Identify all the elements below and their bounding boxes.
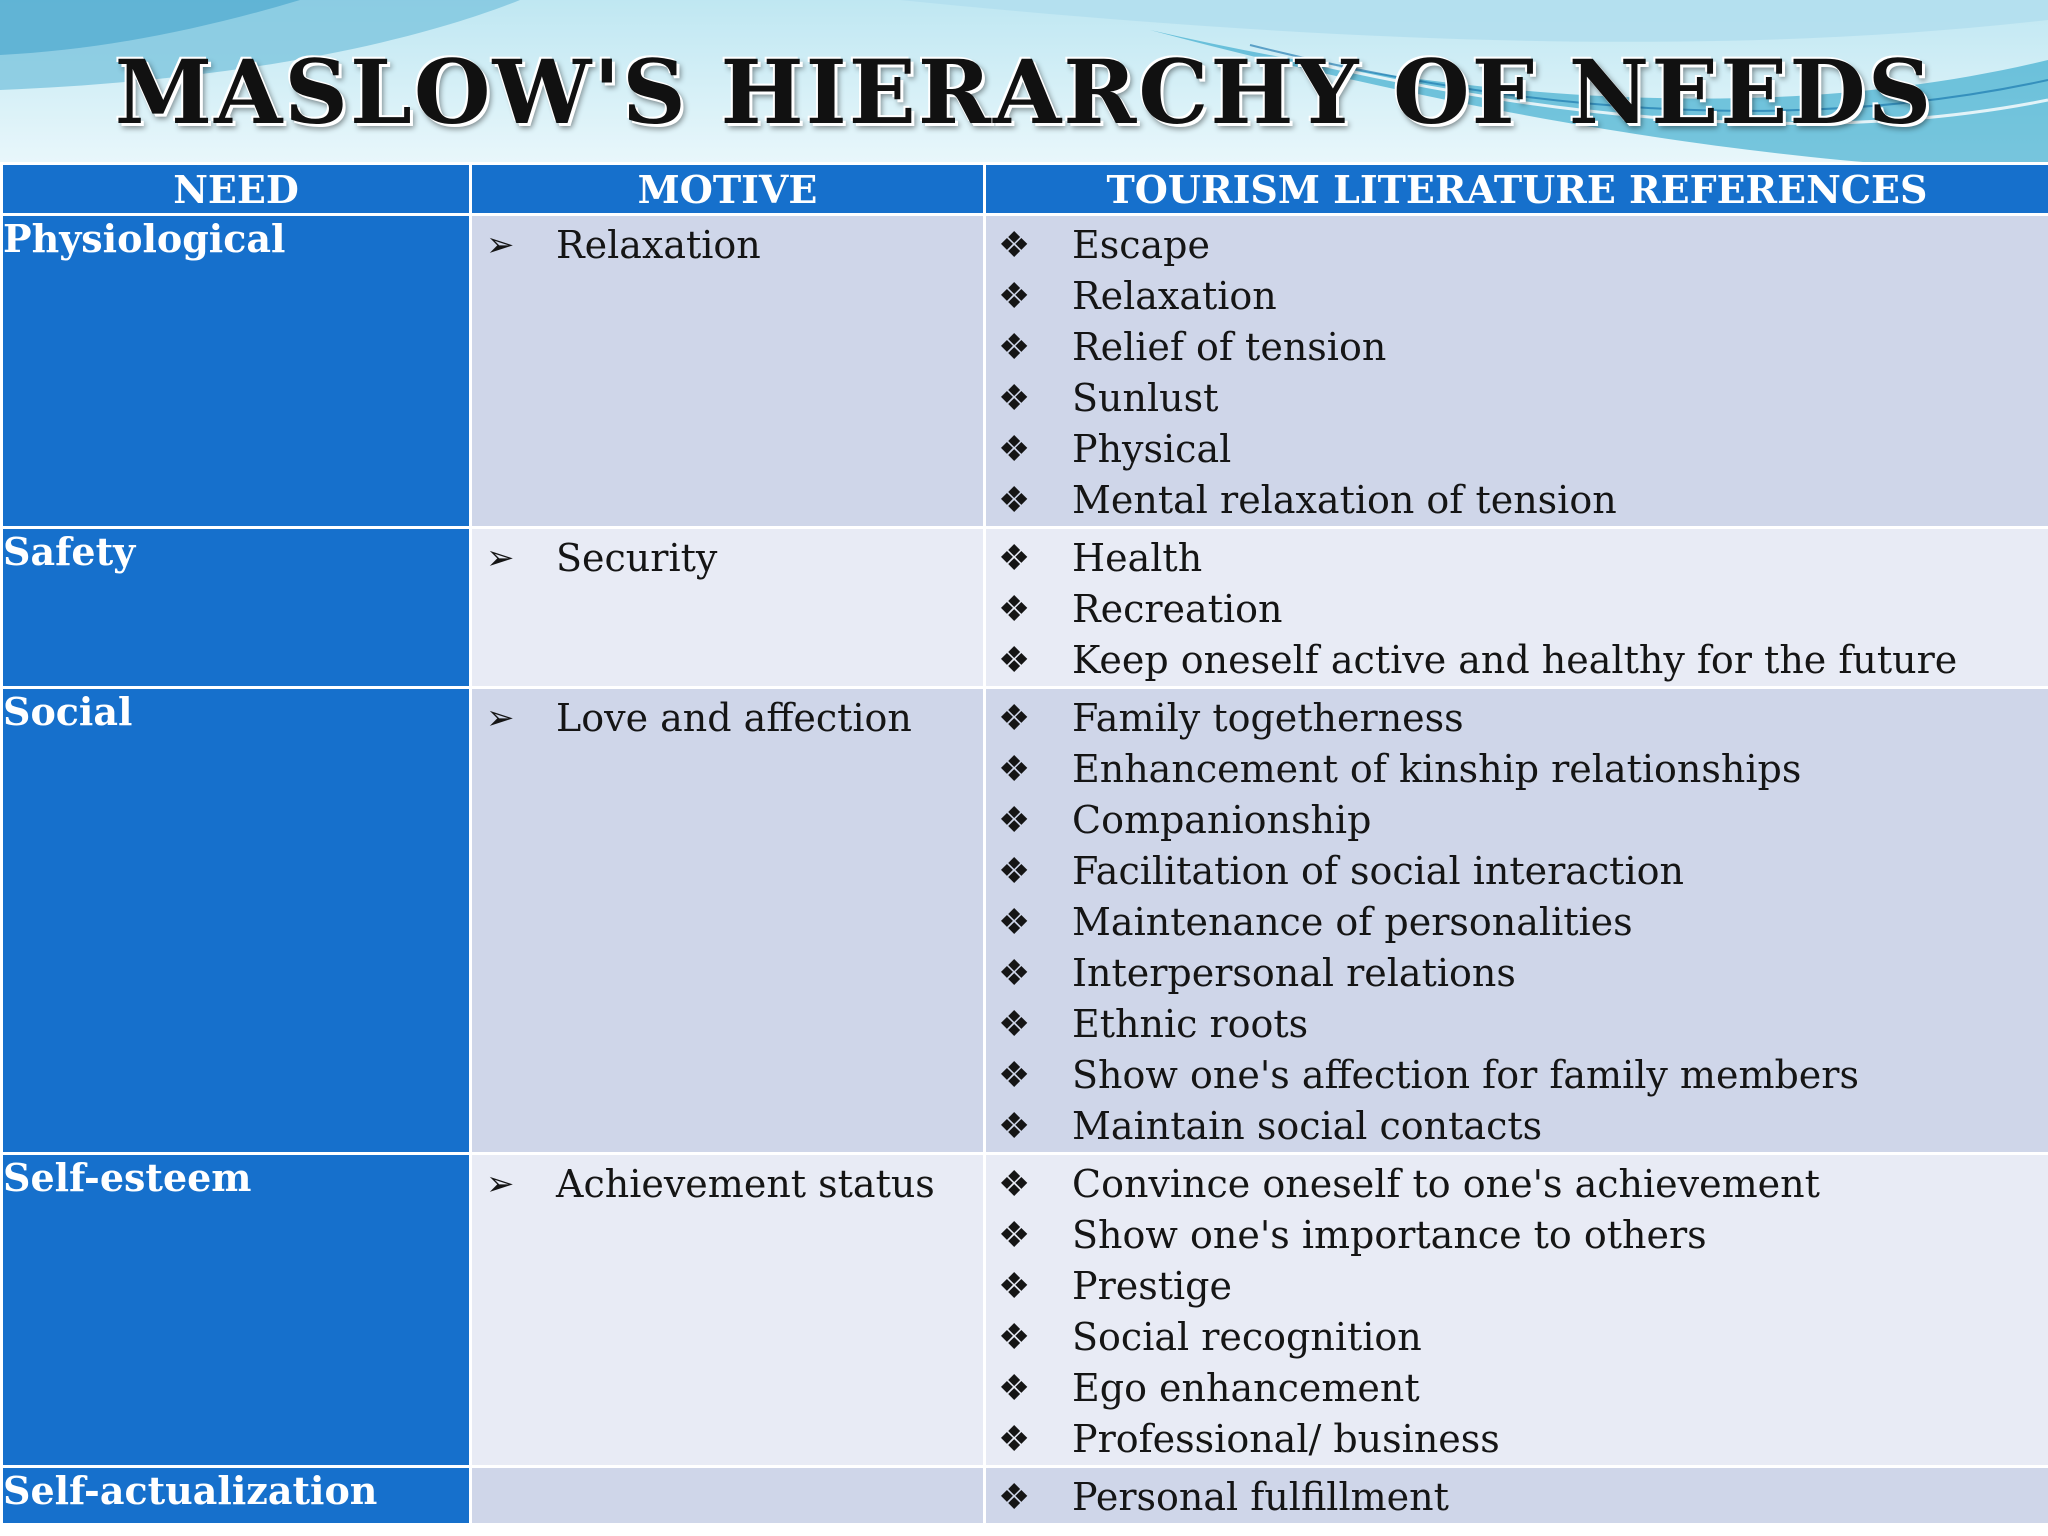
hierarchy-table [0,162,2048,1526]
reference-text: Escape [1072,223,1210,267]
table-row [2,688,2048,1154]
reference-text: Keep oneself active and healthy for the future [1072,638,1958,682]
diamond-bullet-icon: ❖ [998,538,1031,579]
reference-item [986,897,2048,948]
reference-item [986,1101,2048,1152]
reference-text: Sunlust [1072,376,1219,420]
reference-text: Ego enhancement [1072,1366,1420,1410]
motive-cell [471,215,985,528]
references-cell [985,688,2048,1154]
motive-item [472,220,983,271]
diamond-bullet-icon: ❖ [998,698,1031,739]
reference-text: Social recognition [1072,1315,1422,1359]
reference-item [986,795,2048,846]
diamond-bullet-icon: ❖ [998,851,1031,892]
title-banner [0,0,2048,165]
references-cell [985,1154,2048,1467]
reference-text: Enhancement of kinship relationships [1072,747,1802,791]
reference-item [986,322,2048,373]
table-header-row [2,164,2048,215]
reference-text: Maintenance of personalities [1072,900,1633,944]
reference-text: Prestige [1072,1264,1232,1308]
column-header-need: NEED [2,164,471,215]
diamond-bullet-icon: ❖ [998,1317,1031,1358]
reference-item [986,635,2048,686]
reference-item [986,424,2048,475]
reference-item [986,999,2048,1050]
need-cell: Self-esteem [2,1154,471,1467]
reference-item [986,584,2048,635]
column-header-motive: MOTIVE [471,164,985,215]
reference-item [986,373,2048,424]
column-header-tourism-references: TOURISM LITERATURE REFERENCES [985,164,2048,215]
reference-text: Convince oneself to one's achievement [1072,1162,1820,1206]
reference-item [986,475,2048,526]
diamond-bullet-icon: ❖ [998,953,1031,994]
motive-item [472,1159,983,1210]
reference-text: Professional/ business [1072,1417,1500,1461]
diamond-bullet-icon: ❖ [998,1164,1031,1205]
diamond-bullet-icon: ❖ [998,749,1031,790]
reference-text: Interpersonal relations [1072,951,1516,995]
motive-item [472,693,983,744]
diamond-bullet-icon: ❖ [998,589,1031,630]
diamond-bullet-icon: ❖ [998,1368,1031,1409]
motive-text: Achievement status [556,1162,935,1206]
reference-item [986,1159,2048,1210]
arrow-bullet-icon: ➢ [486,538,515,578]
diamond-bullet-icon: ❖ [998,327,1031,368]
reference-text: Family togetherness [1072,696,1464,740]
diamond-bullet-icon: ❖ [998,902,1031,943]
page-title: MASLOW'S HIERARCHY OF NEEDS [114,40,1934,144]
references-cell [985,528,2048,688]
references-cell [985,215,2048,528]
reference-item [986,220,2048,271]
diamond-bullet-icon: ❖ [998,1266,1031,1307]
table-row [2,215,2048,528]
reference-item [986,1261,2048,1312]
diamond-bullet-icon: ❖ [998,429,1031,470]
reference-item [986,271,2048,322]
reference-item [986,1210,2048,1261]
diamond-bullet-icon: ❖ [998,1106,1031,1147]
diamond-bullet-icon: ❖ [998,800,1031,841]
reference-text: Physical [1072,427,1232,471]
diamond-bullet-icon: ❖ [998,1215,1031,1256]
motive-cell [471,1467,985,1525]
reference-text: Relief of tension [1072,325,1387,369]
reference-item [986,948,2048,999]
need-cell: Self-actualization [2,1467,471,1525]
reference-text: Health [1072,536,1203,580]
arrow-bullet-icon: ➢ [486,698,515,738]
reference-text: Companionship [1072,798,1372,842]
arrow-bullet-icon: ➢ [486,225,515,265]
reference-item [986,1472,2048,1523]
arrow-bullet-icon: ➢ [486,1164,515,1204]
reference-item [986,693,2048,744]
reference-item [986,1363,2048,1414]
diamond-bullet-icon: ❖ [998,276,1031,317]
motive-text: Love and affection [556,696,912,740]
motive-cell [471,1154,985,1467]
diamond-bullet-icon: ❖ [998,1004,1031,1045]
reference-item [986,846,2048,897]
motive-cell [471,688,985,1154]
reference-item [986,533,2048,584]
reference-text: Show one's affection for family members [1072,1053,1859,1097]
reference-text: Relaxation [1072,274,1277,318]
reference-item [986,1414,2048,1465]
reference-text: Recreation [1072,587,1283,631]
reference-text: Personal fulfillment [1072,1475,1449,1519]
reference-item [986,1050,2048,1101]
table-row [2,528,2048,688]
reference-item [986,1312,2048,1363]
reference-item [986,744,2048,795]
table-row [2,1154,2048,1467]
reference-text: Maintain social contacts [1072,1104,1543,1148]
diamond-bullet-icon: ❖ [998,1419,1031,1460]
reference-text: Show one's importance to others [1072,1213,1707,1257]
motive-item [472,533,983,584]
need-cell: Social [2,688,471,1154]
reference-text: Mental relaxation of tension [1072,478,1617,522]
diamond-bullet-icon: ❖ [998,1477,1031,1518]
diamond-bullet-icon: ❖ [998,480,1031,521]
diamond-bullet-icon: ❖ [998,640,1031,681]
need-cell: Physiological [2,215,471,528]
diamond-bullet-icon: ❖ [998,225,1031,266]
table-row [2,1467,2048,1525]
diamond-bullet-icon: ❖ [998,378,1031,419]
motive-text: Security [556,536,718,580]
reference-text: Facilitation of social interaction [1072,849,1684,893]
need-cell: Safety [2,528,471,688]
reference-text: Ethnic roots [1072,1002,1309,1046]
motive-cell [471,528,985,688]
references-cell [985,1467,2048,1525]
diamond-bullet-icon: ❖ [998,1055,1031,1096]
motive-text: Relaxation [556,223,761,267]
